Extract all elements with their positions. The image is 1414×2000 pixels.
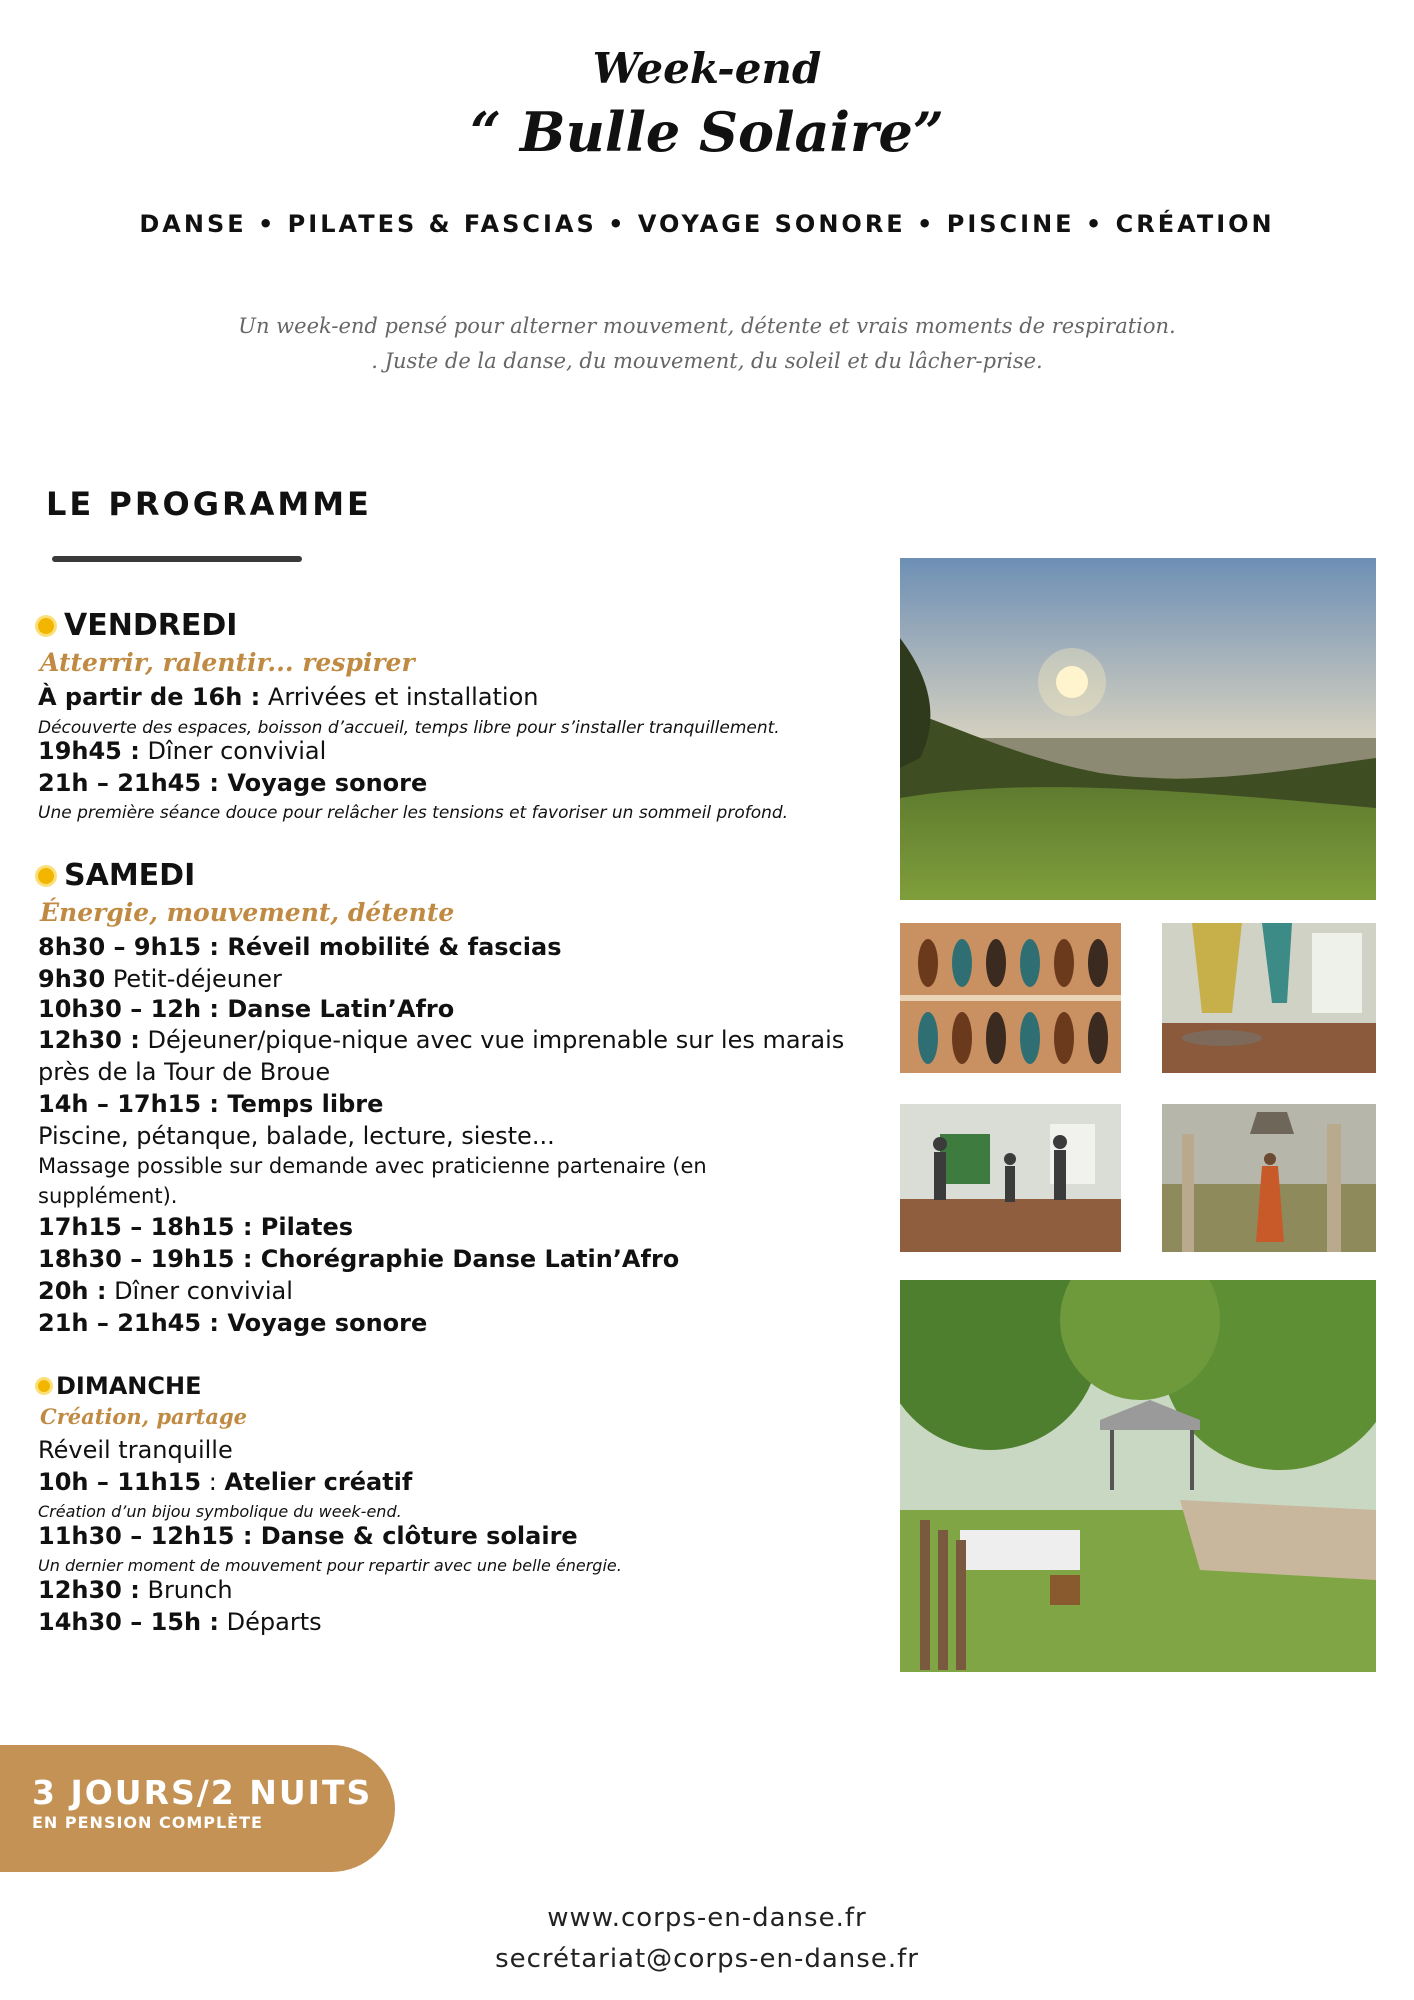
sunday-note-2: Un dernier moment de mouvement pour repartir avec une belle énergie. [38,1556,622,1575]
saturday-line-6: Piscine, pétanque, balade, lecture, sieste... [38,1122,555,1150]
saturday-line-4: 12h30 : Déjeuner/pique-nique avec vue imprenable sur les marais [38,1026,845,1054]
sunday-line-1: Réveil tranquille [38,1436,233,1464]
saturday-line-2: 9h30 Petit-déjeuner [38,965,282,993]
saturday-line-1: 8h30 – 9h15 : Réveil mobilité & fascias [38,933,562,961]
sun-icon [38,868,54,884]
sunday-line-4: 12h30 : Brunch [38,1576,233,1604]
saturday-line-11: 21h – 21h45 : Voyage sonore [38,1309,428,1337]
aerial-hammock-room-photo [1162,923,1376,1073]
dance-class-photo [900,1104,1121,1252]
saturday-line-3: 10h30 – 12h : Danse Latin’Afro [38,995,455,1023]
program-title: LE PROGRAMME [46,485,372,523]
saturday-line-10: 20h : Dîner convivial [38,1277,293,1305]
sun-icon [38,1380,50,1392]
friday-note-arrival: Découverte des espaces, boisson d’accueil, temps libre pour s’installer tranquillement. [38,718,780,738]
sunday-line-3: 11h30 – 12h15 : Danse & clôture solaire [38,1522,578,1550]
day-heading-sunday: DIMANCHE [38,1372,202,1400]
day-heading-friday: VENDREDI [38,608,237,643]
saturday-line-7b: supplément). [38,1184,178,1208]
woman-in-marsh-photo [1162,1104,1376,1252]
email-link[interactable]: secrétariat@corps-en-danse.fr [495,1944,919,1974]
tagline-line-2: . Juste de la danse, du mouvement, du soleil et du lâcher-prise. [371,349,1043,373]
garden-gazebo-photo [900,1280,1376,1672]
activities-list: DANSE • PILATES & FASCIAS • VOYAGE SONORE • PISCINE • CRÉATION [139,210,1275,238]
tagline-line-1: Un week-end pensé pour alterner mouvement, détente et vrais moments de respiration. [238,314,1176,338]
program-title-divider [52,556,302,562]
sunset-landscape-photo [900,558,1376,900]
sun-icon [38,618,54,634]
saturday-line-5: 14h – 17h15 : Temps libre [38,1090,384,1118]
friday-line-sound: 21h – 21h45 : Voyage sonore [38,769,428,797]
sunday-note-1: Création d’un bijou symbolique du week-end. [38,1502,402,1521]
saturday-line-8: 17h15 – 18h15 : Pilates [38,1213,354,1241]
friday-subtitle: Atterrir, ralentir... respirer [40,648,415,677]
saturday-line-4b: près de la Tour de Broue [38,1058,331,1086]
saturday-line-7: Massage possible sur demande avec praticienne partenaire (en [38,1154,707,1178]
duration-badge-sub: EN PENSION COMPLÈTE [32,1813,263,1832]
saturday-line-9: 18h30 – 19h15 : Chorégraphie Danse Latin’Afro [38,1245,680,1273]
friday-note-sound: Une première séance douce pour relâcher les tensions et favoriser un sommeil profond. [38,803,789,823]
friday-line-arrival: À partir de 16h : Arrivées et installation [38,683,539,711]
sunday-line-5: 14h30 – 15h : Départs [38,1608,322,1636]
feather-earrings-photo [900,923,1121,1073]
friday-line-dinner: 19h45 : Dîner convivial [38,737,327,765]
sunday-line-2: 10h – 11h15 : Atelier créatif [38,1468,413,1496]
saturday-subtitle: Énergie, mouvement, détente [40,898,455,927]
title-week-end: Week-end [592,44,822,93]
title-bulle-solaire: “ Bulle Solaire” [470,100,944,164]
duration-badge-main: 3 JOURS/2 NUITS [32,1773,373,1812]
website-link[interactable]: www.corps-en-danse.fr [547,1903,867,1933]
sunday-subtitle: Création, partage [40,1404,248,1429]
day-heading-saturday: SAMEDI [38,858,195,893]
